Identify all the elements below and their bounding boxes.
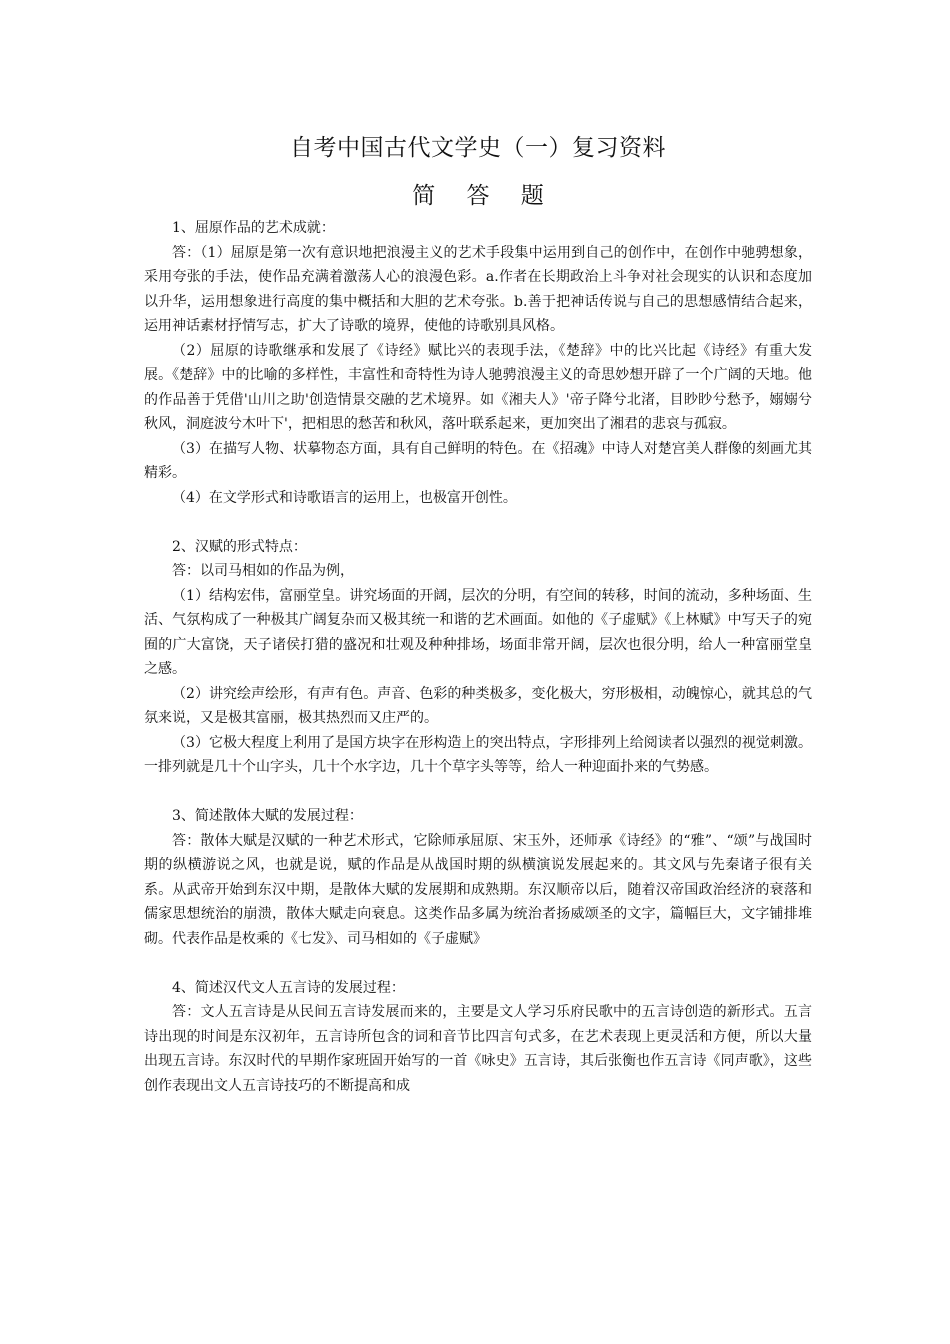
question-3 xyxy=(144,804,812,951)
answer-paragraph: （4）在文学形式和诗歌语言的运用上，也极富开创性。 xyxy=(172,489,517,506)
paragraph-gap xyxy=(144,951,812,976)
document-title: 自考中国古代文学史（一）复习资料 xyxy=(290,135,666,161)
answer-paragraph: （2）讲究绘声绘形，有声有色。声音、色彩的种类极多，变化极大，穷形极相，动魄惊心，就其总的气氛来说，又是极其富丽，极其热烈而又庄严的。 xyxy=(144,685,812,726)
answer-paragraph: （3）在描写人物、状摹物态方面，具有自己鲜明的特色。在《招魂》中诗人对楚宫美人群像的刻画尤其精彩。 xyxy=(144,440,812,481)
answer-paragraph: （3）它极大程度上利用了是国方块字在形构造上的突出特点，字形排列上给阅读者以强烈的视觉刺激。一排列就是几十个山字头，几十个水字边，几十个草字头等等，给人一种迎面扑来的气势感。 xyxy=(144,734,812,775)
document-page xyxy=(144,128,812,1098)
paragraph-gap xyxy=(144,780,812,805)
answer-paragraph: 答：以司马相如的作品为例， xyxy=(172,563,354,579)
paragraph-gap xyxy=(144,510,812,535)
answer-paragraph: （1）结构宏伟，富丽堂皇。讲究场面的开阔，层次的分明，有空间的转移，时间的流动，多种场面、生活、气氛构成了一种极其广阔复杂而又极其统一和谐的艺术画面。如他的《子虚赋》《上林赋》中写天子的宛囿的广大富饶，天子诸侯打猎的盛况和壮观及种种排场，场面非常开阔，层次也很分明，给人一种富丽堂皇之感。 xyxy=(144,587,812,677)
question-heading: 4、简述汉代文人五言诗的发展过程： xyxy=(172,979,405,996)
answer-paragraph: （2）屈原的诗歌继承和发展了《诗经》赋比兴的表现手法，《楚辞》中的比兴比起《诗经》有重大发展。《楚辞》中的比喻的多样性，丰富性和奇特性为诗人驰骋浪漫主义的奇思妙想开辟了一个广阔的天地。他的作品善于凭借'山川之助'创造情景交融的艺术境界。如《湘夫人》'帝子降兮北渚，目眇眇兮愁予，嫋嫋兮秋风，洞庭波兮木叶下'，把相思的愁苦和秋风，落叶联系起来，更加突出了湘君的悲哀与孤寂。 xyxy=(144,342,812,432)
question-2 xyxy=(144,535,812,780)
question-heading: 3、简述散体大赋的发展过程： xyxy=(172,808,363,824)
answer-paragraph: 答：文人五言诗是从民间五言诗发展而来的，主要是文人学习乐府民歌中的五言诗创造的新形式。五言诗出现的时间是东汉初年，五言诗所包含的词和音节比四言句式多，在艺术表现上更灵活和方便，所以大量出现五言诗。东汉时代的早期作家班固开始写的一首《咏史》五言诗，其后张衡也作五言诗《同声歌》，这些创作表现出文人五言诗技巧的不断提高和成 xyxy=(144,1004,812,1094)
question-4 xyxy=(144,976,812,1099)
question-heading: 2、汉赋的形式特点： xyxy=(172,538,307,555)
question-1 xyxy=(144,216,812,510)
question-heading: 1、屈原作品的艺术成就： xyxy=(172,220,335,236)
answer-paragraph: 答：（1）屈原是第一次有意识地把浪漫主义的艺术手段集中运用到自己的创作中，在创作中驰骋想象，采用夸张的手法，使作品充满着激荡人心的浪漫色彩。a.作者在长期政治上斗争对社会现实的认识和态度加以升华，运用想象进行高度的集中概括和大胆的艺术夸张。b.善于把神话传说与自己的思想感情结合起来，运用神话素材抒情写志，扩大了诗歌的境界，使他的诗歌别具风格。 xyxy=(144,244,812,334)
section-title: 简 答 题 xyxy=(412,183,556,209)
answer-paragraph: 答：散体大赋是汉赋的一种艺术形式，它除师承屈原、宋玉外，还师承《诗经》的“雅”、“颂”与战国时期的纵横游说之风，也就是说，赋的作品是从战国时期的纵横演说发展起来的。其文风与先秦诸子很有关系。从武帝开始到东汉中期，是散体大赋的发展期和成熟期。东汉顺帝以后，随着汉帝国政治经济的衰落和儒家思想统治的崩溃，散体大赋走向衰息。这类作品多属为统治者扬威颂圣的文字，篇幅巨大，文字铺排堆砌。代表作品是枚乘的《七发》、司马相如的《子虚赋》 xyxy=(144,832,812,947)
